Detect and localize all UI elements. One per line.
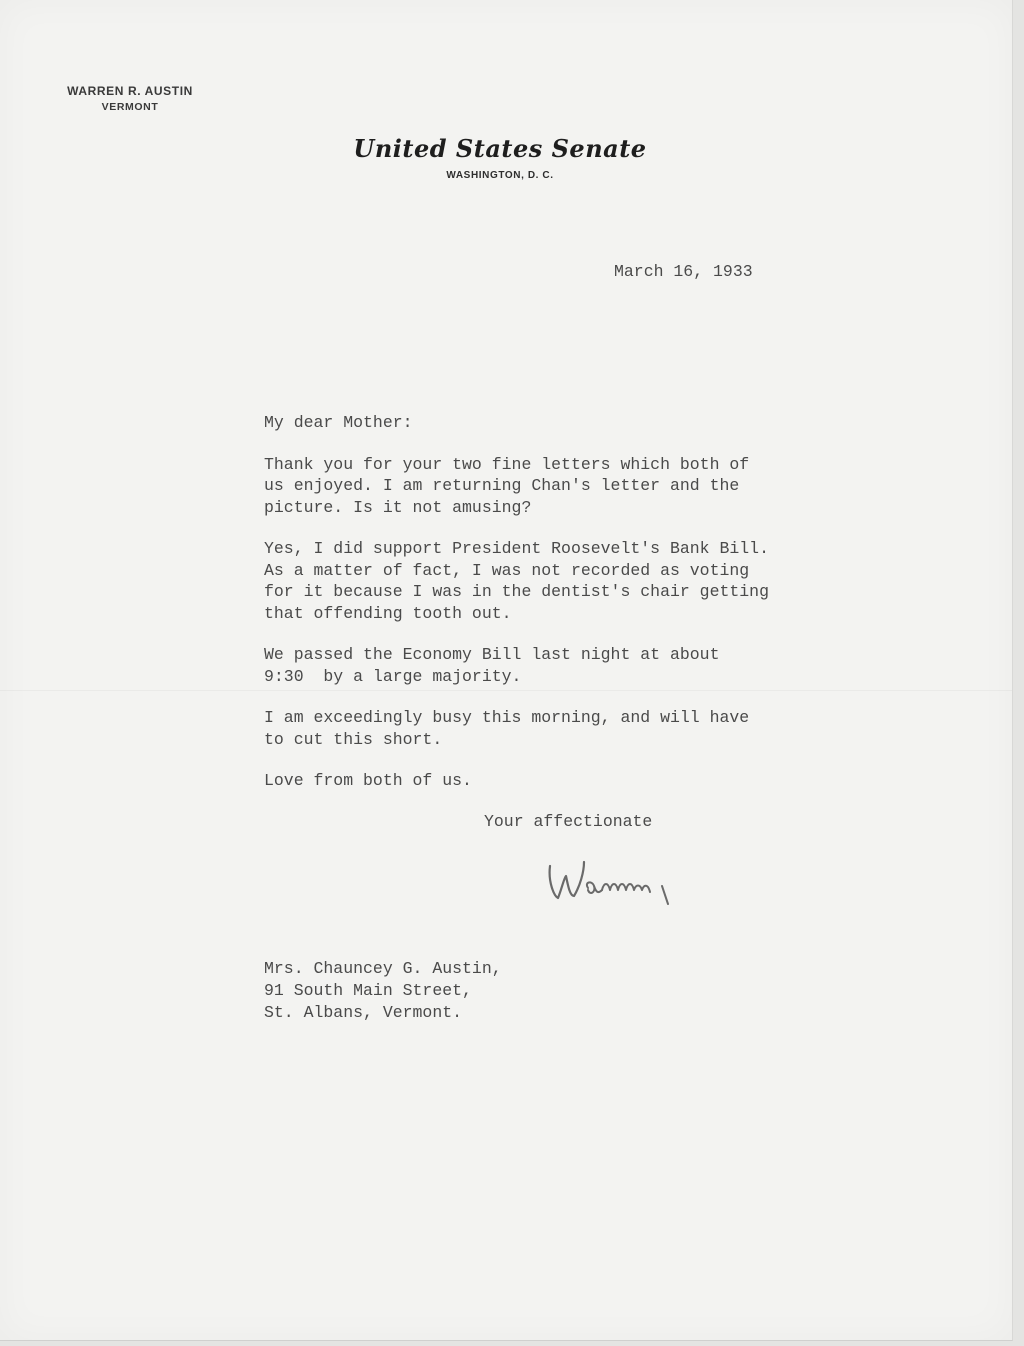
body-line: We passed the Economy Bill last night at about — [264, 645, 720, 664]
paragraph-thanks — [264, 454, 824, 519]
paragraph-economy-bill — [264, 644, 824, 687]
handwritten-signature — [544, 852, 714, 912]
body-line: picture. Is it not amusing? — [264, 497, 532, 517]
paragraph-bank-bill — [264, 538, 824, 624]
body-line: Thank you for your two fine letters which both of — [264, 454, 750, 474]
sender-state: VERMONT — [101, 101, 159, 113]
recipient-address — [264, 958, 502, 1024]
body-line: Yes, I did support President Roosevelt's Bank Bill. — [264, 539, 769, 558]
letter-date: March 16, 1933 — [614, 262, 753, 281]
address-line-name: Mrs. Chauncey G. Austin, — [264, 959, 502, 978]
address-line-street: 91 South Main Street, — [264, 981, 472, 1000]
body-line: that offending tooth out. — [264, 603, 512, 623]
paragraph-busy — [264, 707, 824, 750]
body-line: to cut this short. — [264, 729, 443, 749]
body-line: I am exceedingly busy this morning, and will have — [264, 708, 750, 727]
letterhead-title: United States Senate — [353, 134, 647, 163]
letter-body — [264, 412, 824, 812]
closing: Your affectionate — [484, 812, 653, 831]
body-line: Love from both of us. — [264, 771, 472, 790]
letterhead-city: WASHINGTON, D. C. — [446, 170, 554, 181]
address-line-city: St. Albans, Vermont. — [264, 1003, 463, 1022]
body-line: 9:30 by a large majority. — [264, 666, 522, 686]
sender-name: WARREN R. AUSTIN — [67, 84, 193, 98]
sender-block — [30, 84, 230, 116]
paragraph-love — [264, 770, 824, 792]
body-line: us enjoyed. I am returning Chan's letter and the — [264, 476, 740, 495]
body-line: for it because I was in the dentist's chair getting — [264, 582, 769, 601]
salutation: My dear Mother: — [264, 413, 413, 432]
letterhead — [300, 132, 700, 181]
body-line: As a matter of fact, I was not recorded as voting — [264, 560, 750, 580]
